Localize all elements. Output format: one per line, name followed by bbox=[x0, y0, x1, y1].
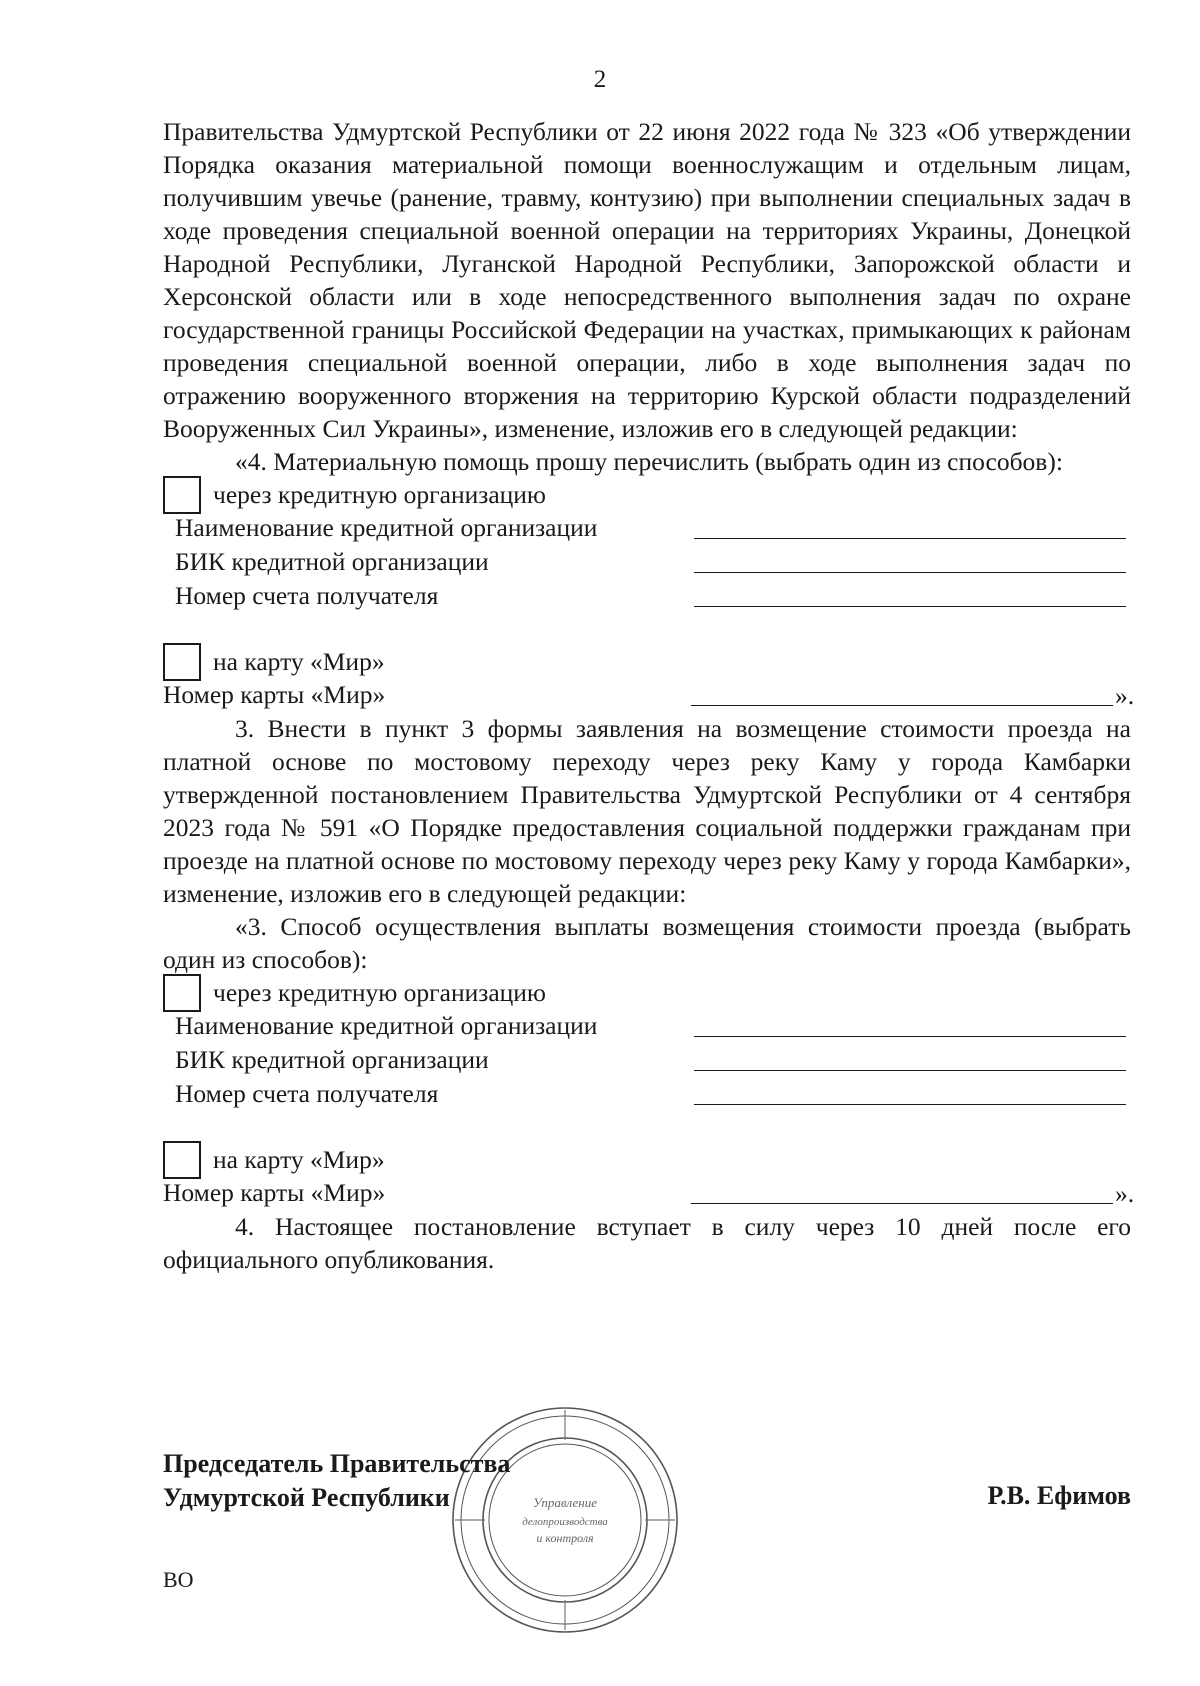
blank-line bbox=[691, 1203, 1113, 1204]
form2-field-bank-name bbox=[163, 1009, 1131, 1043]
form2-option-card bbox=[163, 1143, 1131, 1176]
blank-line bbox=[694, 572, 1126, 573]
checkbox bbox=[163, 476, 201, 514]
field-label: БИК кредитной организации bbox=[175, 547, 489, 576]
document-body bbox=[163, 115, 1135, 1276]
option-label: через кредитную организацию bbox=[213, 978, 546, 1007]
form1-intro: «4. Материальную помощь прошу перечислить (выбрать один из способов): bbox=[235, 447, 1063, 476]
form2-field-account bbox=[163, 1077, 1131, 1111]
field-label: Номер счета получателя bbox=[175, 1079, 439, 1108]
form2-field-bik bbox=[163, 1043, 1131, 1077]
page-number: 2 bbox=[593, 66, 607, 93]
checkbox bbox=[163, 643, 201, 681]
signature-name: Р.В. Ефимов bbox=[987, 1481, 1131, 1510]
blank-line bbox=[691, 705, 1113, 706]
form2-field-card bbox=[163, 1176, 1135, 1210]
executor-initials: ВО bbox=[163, 1567, 194, 1592]
form1-field-card bbox=[163, 678, 1135, 712]
svg-text:и контроля: и контроля bbox=[536, 1531, 594, 1545]
form2-intro: «3. Способ осуществления выплаты возмещения стоимости проезда (выбрать один из способов): bbox=[163, 912, 1131, 974]
option-label: на карту «Мир» bbox=[213, 1145, 385, 1174]
blank-line bbox=[694, 1036, 1126, 1037]
paragraph-continuation: Правительства Удмуртской Республики от 22 июня 2022 года № 323 «Об утверждении Порядка оказания материальной помощи военнослужащим и отдельным лицам, получившим увечье (ранение, травму, контузию) при выполнении специальных задач в ходе проведения специальной военной операции на территориях Украины, Донецкой Народной Республики, Луганской Народной Республики, Запорожской области и Херсонской области или в ходе непосредственного выполнения задач по охране государственной границы Российской Федерации на участках, примыкающих к районам проведения специальной военной операции, либо в ходе выполнения задач по отражению вооруженного вторжения на территорию Курской области подразделений Вооруженных Сил Украины», изменение, изложив его в следующей редакции: bbox=[163, 117, 1131, 443]
signature-title-line1: Председатель Правительства bbox=[163, 1449, 511, 1478]
checkbox bbox=[163, 974, 201, 1012]
signature-title bbox=[163, 1447, 510, 1515]
blank-line bbox=[694, 1070, 1126, 1071]
field-label: БИК кредитной организации bbox=[175, 1045, 489, 1074]
form1-option-bank bbox=[163, 478, 1131, 511]
official-seal bbox=[440, 1395, 690, 1645]
form1-field-bik bbox=[163, 545, 1131, 579]
form1-field-account bbox=[163, 579, 1131, 613]
closing-quote: ». bbox=[1115, 1179, 1135, 1208]
paragraph-3: 3. Внести в пункт 3 формы заявления на возмещение стоимости проезда на платной основе по мостовому переходу через реку Каму у города Камбарки утвержденной постановлением Правительства Удмуртской Республики от 4 сентября 2023 года № 591 «О Порядке предоставления социальной поддержки гражданам при проезде на платной основе по мостовому переходу через реку Каму у города Камбарки», изменение, изложив его в следующей редакции: bbox=[163, 714, 1131, 908]
svg-text:делопроизводства: делопроизводства bbox=[522, 1516, 608, 1528]
field-label: Наименование кредитной организации bbox=[175, 513, 598, 542]
form1-field-bank-name bbox=[163, 511, 1131, 545]
paragraph-4: 4. Настоящее постановление вступает в силу через 10 дней после его официального опубликования. bbox=[163, 1212, 1131, 1274]
checkbox bbox=[163, 1141, 201, 1179]
field-label: Номер счета получателя bbox=[175, 581, 439, 610]
blank-line bbox=[694, 538, 1126, 539]
blank-line bbox=[694, 1104, 1126, 1105]
option-label: через кредитную организацию bbox=[213, 480, 546, 509]
signature-title-line2: Удмуртской Республики bbox=[163, 1483, 450, 1512]
form2-option-bank bbox=[163, 976, 1131, 1009]
svg-text:Управление: Управление bbox=[532, 1495, 598, 1510]
form1-option-card bbox=[163, 645, 1131, 678]
blank-line bbox=[694, 606, 1126, 607]
field-label: Наименование кредитной организации bbox=[175, 1011, 598, 1040]
field-label: Номер карты «Мир» bbox=[163, 1178, 386, 1207]
closing-quote: ». bbox=[1115, 681, 1135, 710]
field-label: Номер карты «Мир» bbox=[163, 680, 386, 709]
option-label: на карту «Мир» bbox=[213, 647, 385, 676]
